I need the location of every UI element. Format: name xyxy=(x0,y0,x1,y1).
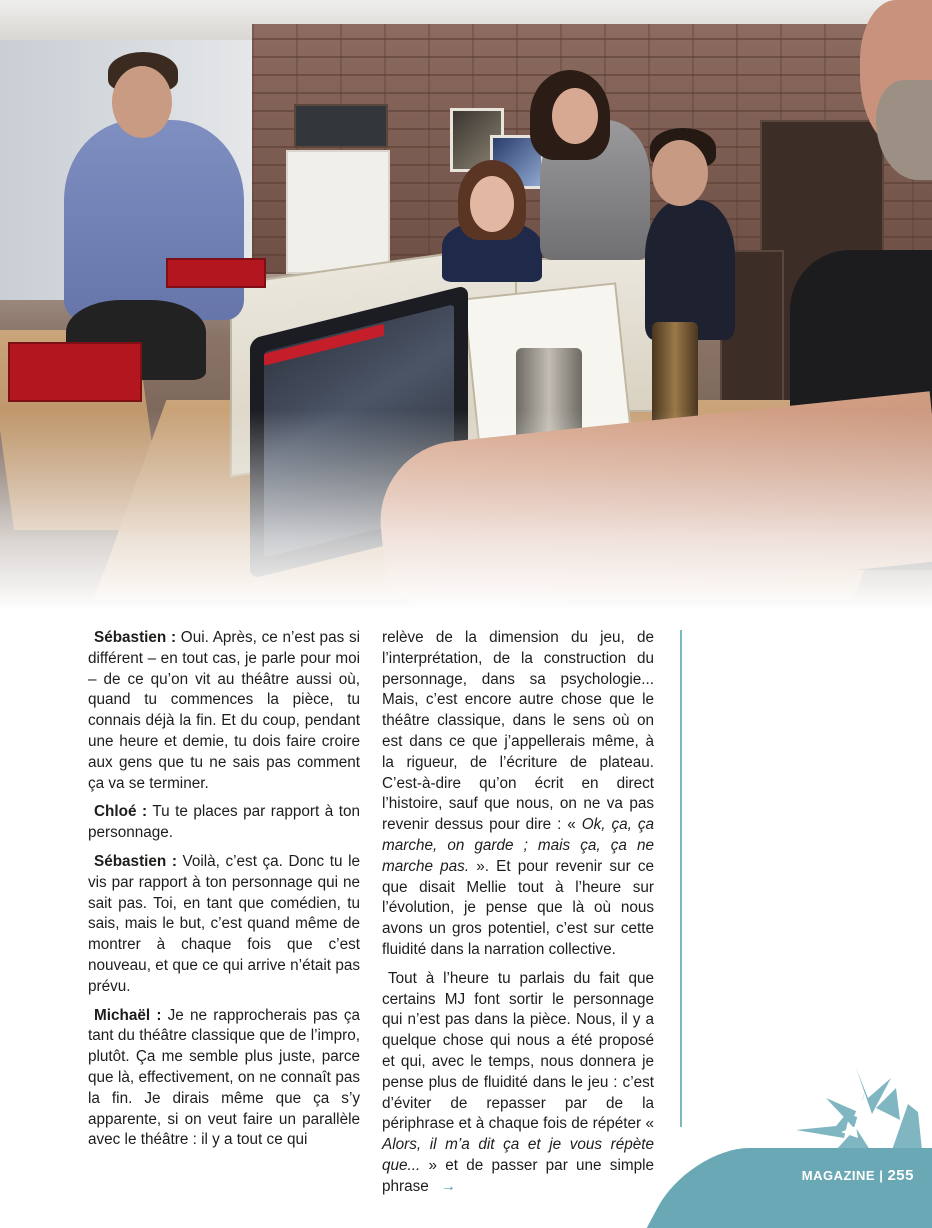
photo-red-box-2 xyxy=(166,258,266,288)
photo-drawers xyxy=(294,104,388,148)
leaf-decoration-icon xyxy=(796,1068,926,1150)
footer-separator: | xyxy=(879,1168,884,1183)
paragraph xyxy=(88,628,360,794)
column-rule xyxy=(680,630,682,1127)
paragraph xyxy=(382,969,654,1198)
continue-arrow-icon: → xyxy=(440,1177,457,1195)
photo-face xyxy=(652,140,708,206)
article-column-left xyxy=(88,628,360,1159)
paragraph-text: Tout à l’heure tu parlais du fait que certains MJ font sortir le personnage qui n’est pas dans la pièce. Nous, il y a quelque chose qui nous a été proposé et qui, avec le temps, nous donnera je pense plus de fluidité dans le jeu : c’est d’éviter de repasser par de la périphrase et à chaque fois de répéter « xyxy=(382,969,654,1133)
paragraph-text: ». Et pour revenir sur ce que disait Mellie tout à l’heure sur l’évolution, je pense que là où nous avons un gros potentiel, c’est sur cette fluidité dans la narration collective. xyxy=(382,857,654,958)
paragraph xyxy=(88,802,360,844)
speaker-name: Sébastien : xyxy=(94,629,177,646)
photo-face xyxy=(552,88,598,144)
paragraph-text: Oui. Après, ce n’est pas si différent – en tout cas, je parle pour moi – de ce qu’on vit au théâtre aussi où, quand tu commences la pièce, tu connais déjà la fin. Et du coup, pendant une heure et demie, tu dois faire croire aux gens que tu ne sais pas comment ça va se terminer. xyxy=(88,629,360,792)
paragraph-text: relève de la dimension du jeu, de l’interprétation, de la construction du personnage, dans sa psychologie... Mais, c’est encore autre chose que le théâtre classique, dans le sens où on est dans ce que j’appellerais même, à la rigueur, de l’écriture de plateau. C’est-à-dire qu’on écrit en direct l’histoire, sauf que nous, on ne va pas revenir dessus pour dire : « xyxy=(382,629,654,834)
paragraph-text: Je ne rapprocherais pas ça tant du théâtre classique que de l’impro, plutôt. Ça me semble plus juste, parce que là, effectivement, on ne connaît pas la fin. Je dirais même que ça s’y apparente, si on veut faire un parallèle avec le théâtre : il y a tout ce qui xyxy=(88,1006,360,1149)
speaker-name: Sébastien : xyxy=(94,852,177,870)
paragraph-text: » et de passer par une simple phrase xyxy=(382,1156,654,1195)
page-footer xyxy=(802,1167,914,1184)
page-number: 255 xyxy=(887,1167,914,1184)
photo-face xyxy=(112,66,172,138)
paragraph-text: Voilà, c’est ça. Donc tu le vis par rapport à ton personnage qui ne sait pas. Toi, en tant que comédien, tu sais, mais le but, c’est quand même de montrer à chaque fois que c’est nouveau, et que ce qui arrive n’était pas prévu. xyxy=(88,852,361,995)
article-photo xyxy=(0,0,932,610)
paragraph-text: Tu te places par rapport à ton personnage. xyxy=(88,803,360,842)
photo-person-seated-2 xyxy=(645,200,735,340)
photo-red-box xyxy=(8,342,142,402)
speaker-name: Michaël : xyxy=(94,1006,162,1024)
photo-white-shelf xyxy=(286,150,390,274)
photo-fade xyxy=(0,410,932,610)
footer-band xyxy=(647,1148,932,1228)
quote-text: Alors, il m’a dit ça et je vous répète que... xyxy=(382,1136,654,1174)
speaker-name: Chloé : xyxy=(94,803,148,821)
photo-face xyxy=(470,176,514,232)
photo-person-standing xyxy=(64,120,244,320)
paragraph xyxy=(88,852,360,998)
article-column-right xyxy=(382,628,654,1206)
paragraph xyxy=(382,628,654,961)
quote-text: Ok, ça, ça marche, on garde ; mais ça, ça ne marche pas. xyxy=(382,816,655,875)
paragraph xyxy=(88,1006,360,1152)
magazine-label: MAGAZINE xyxy=(801,1168,876,1183)
